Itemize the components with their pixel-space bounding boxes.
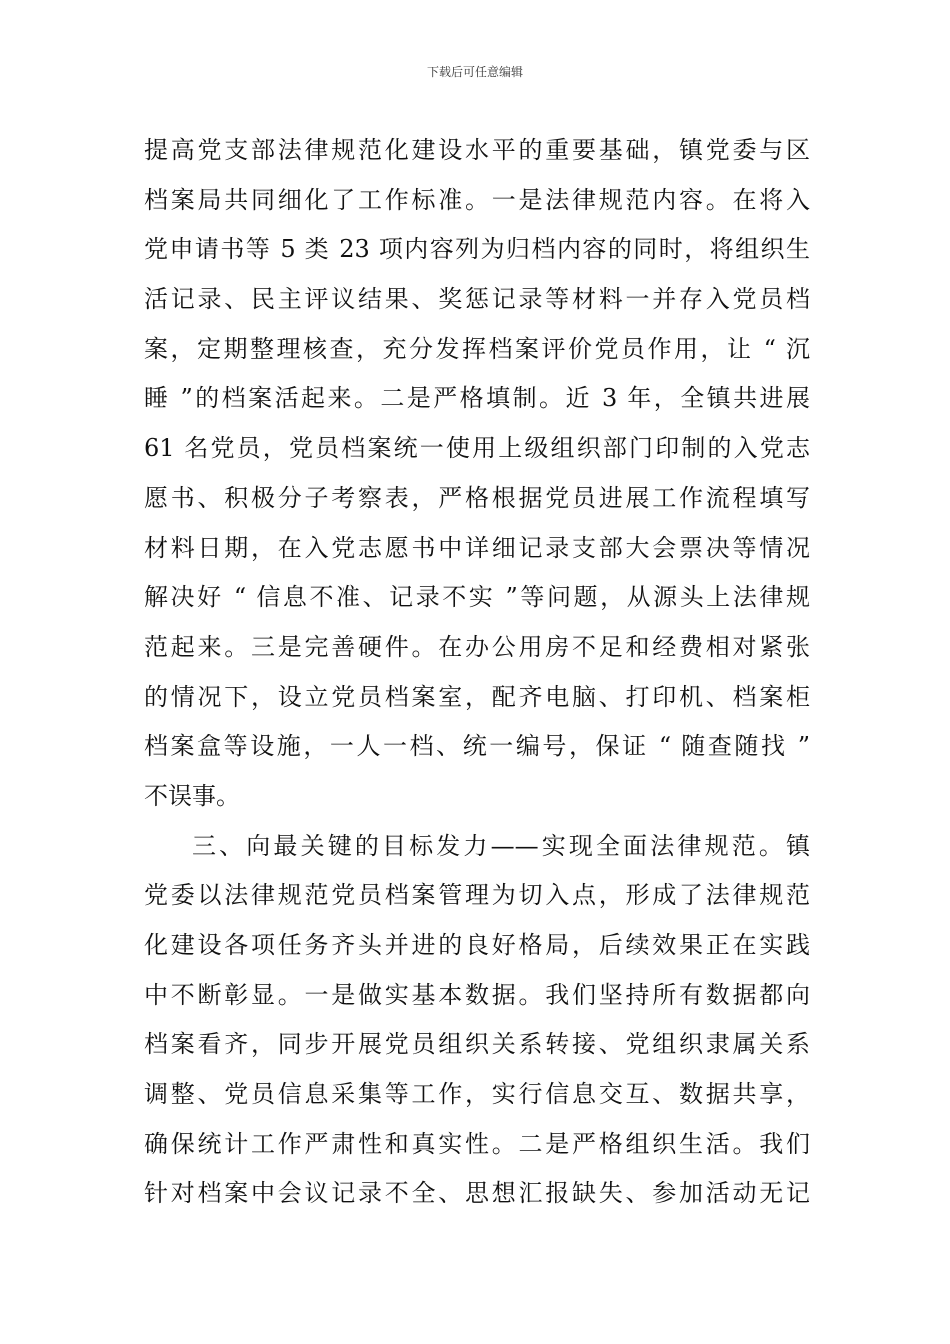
- paragraph: [144, 126, 810, 822]
- text-line: 党申请书等 5 类 23 项内容列为归档内容的同时，将组织生: [144, 235, 810, 264]
- text-line: 解决好 “ 信息不准、记录不实 ”等问题，从源头上法律规: [144, 583, 810, 612]
- text-line: 针对档案中会议记录不全、思想汇报缺失、参加活动无记: [144, 1179, 810, 1208]
- document-body: [144, 126, 810, 1219]
- paragraph: [144, 822, 810, 1220]
- text-line: 档案看齐，同步开展党员组织关系转接、党组织隶属关系: [144, 1030, 810, 1059]
- text-line: 中不断彰显。一是做实基本数据。我们坚持所有数据都向: [144, 980, 810, 1009]
- text-line: 提高党支部法律规范化建设水平的重要基础，镇党委与区: [144, 136, 810, 164]
- text-line: 调整、党员信息采集等工作，实行信息交互、数据共享，: [144, 1080, 810, 1109]
- text-line: 材料日期，在入党志愿书中详细记录支部大会票决等情况: [144, 533, 810, 562]
- text-line: 档案盒等设施，一人一档、统一编号，保证 “ 随查随找 ”: [144, 732, 810, 761]
- text-line: 睡 ”的档案活起来。二是严格填制。近 3 年，全镇共进展: [144, 384, 810, 413]
- text-line: 化建设各项任务齐头并进的良好格局，后续效果正在实践: [144, 931, 810, 959]
- text-line: 活记录、民主评议结果、奖惩记录等材料一并存入党员档: [144, 285, 810, 314]
- text-line: 范起来。三是完善硬件。在办公用房不足和经费相对紧张: [144, 632, 810, 661]
- text-line: 党委以法律规范党员档案管理为切入点，形成了法律规范: [144, 881, 810, 910]
- text-line: 确保统计工作严肃性和真实性。二是严格组织生活。我们: [144, 1129, 810, 1158]
- text-line: 61 名党员，党员档案统一使用上级组织部门印制的入党志: [144, 434, 810, 463]
- text-line: 愿书、积极分子考察表，严格根据党员进展工作流程填写: [144, 483, 810, 512]
- text-line: 三、向最关键的目标发力——实现全面法律规范。镇: [192, 831, 810, 860]
- text-line: 不误事。: [144, 781, 240, 810]
- text-line: 案，定期整理核查，充分发挥档案评价党员作用，让 “ 沉: [144, 334, 810, 363]
- page-header: 下载后可任意编辑: [426, 65, 523, 79]
- text-line: 的情况下，设立党员档案室，配齐电脑、打印机、档案柜: [144, 682, 810, 711]
- text-line: 档案局共同细化了工作标准。一是法律规范内容。在将入: [144, 185, 810, 214]
